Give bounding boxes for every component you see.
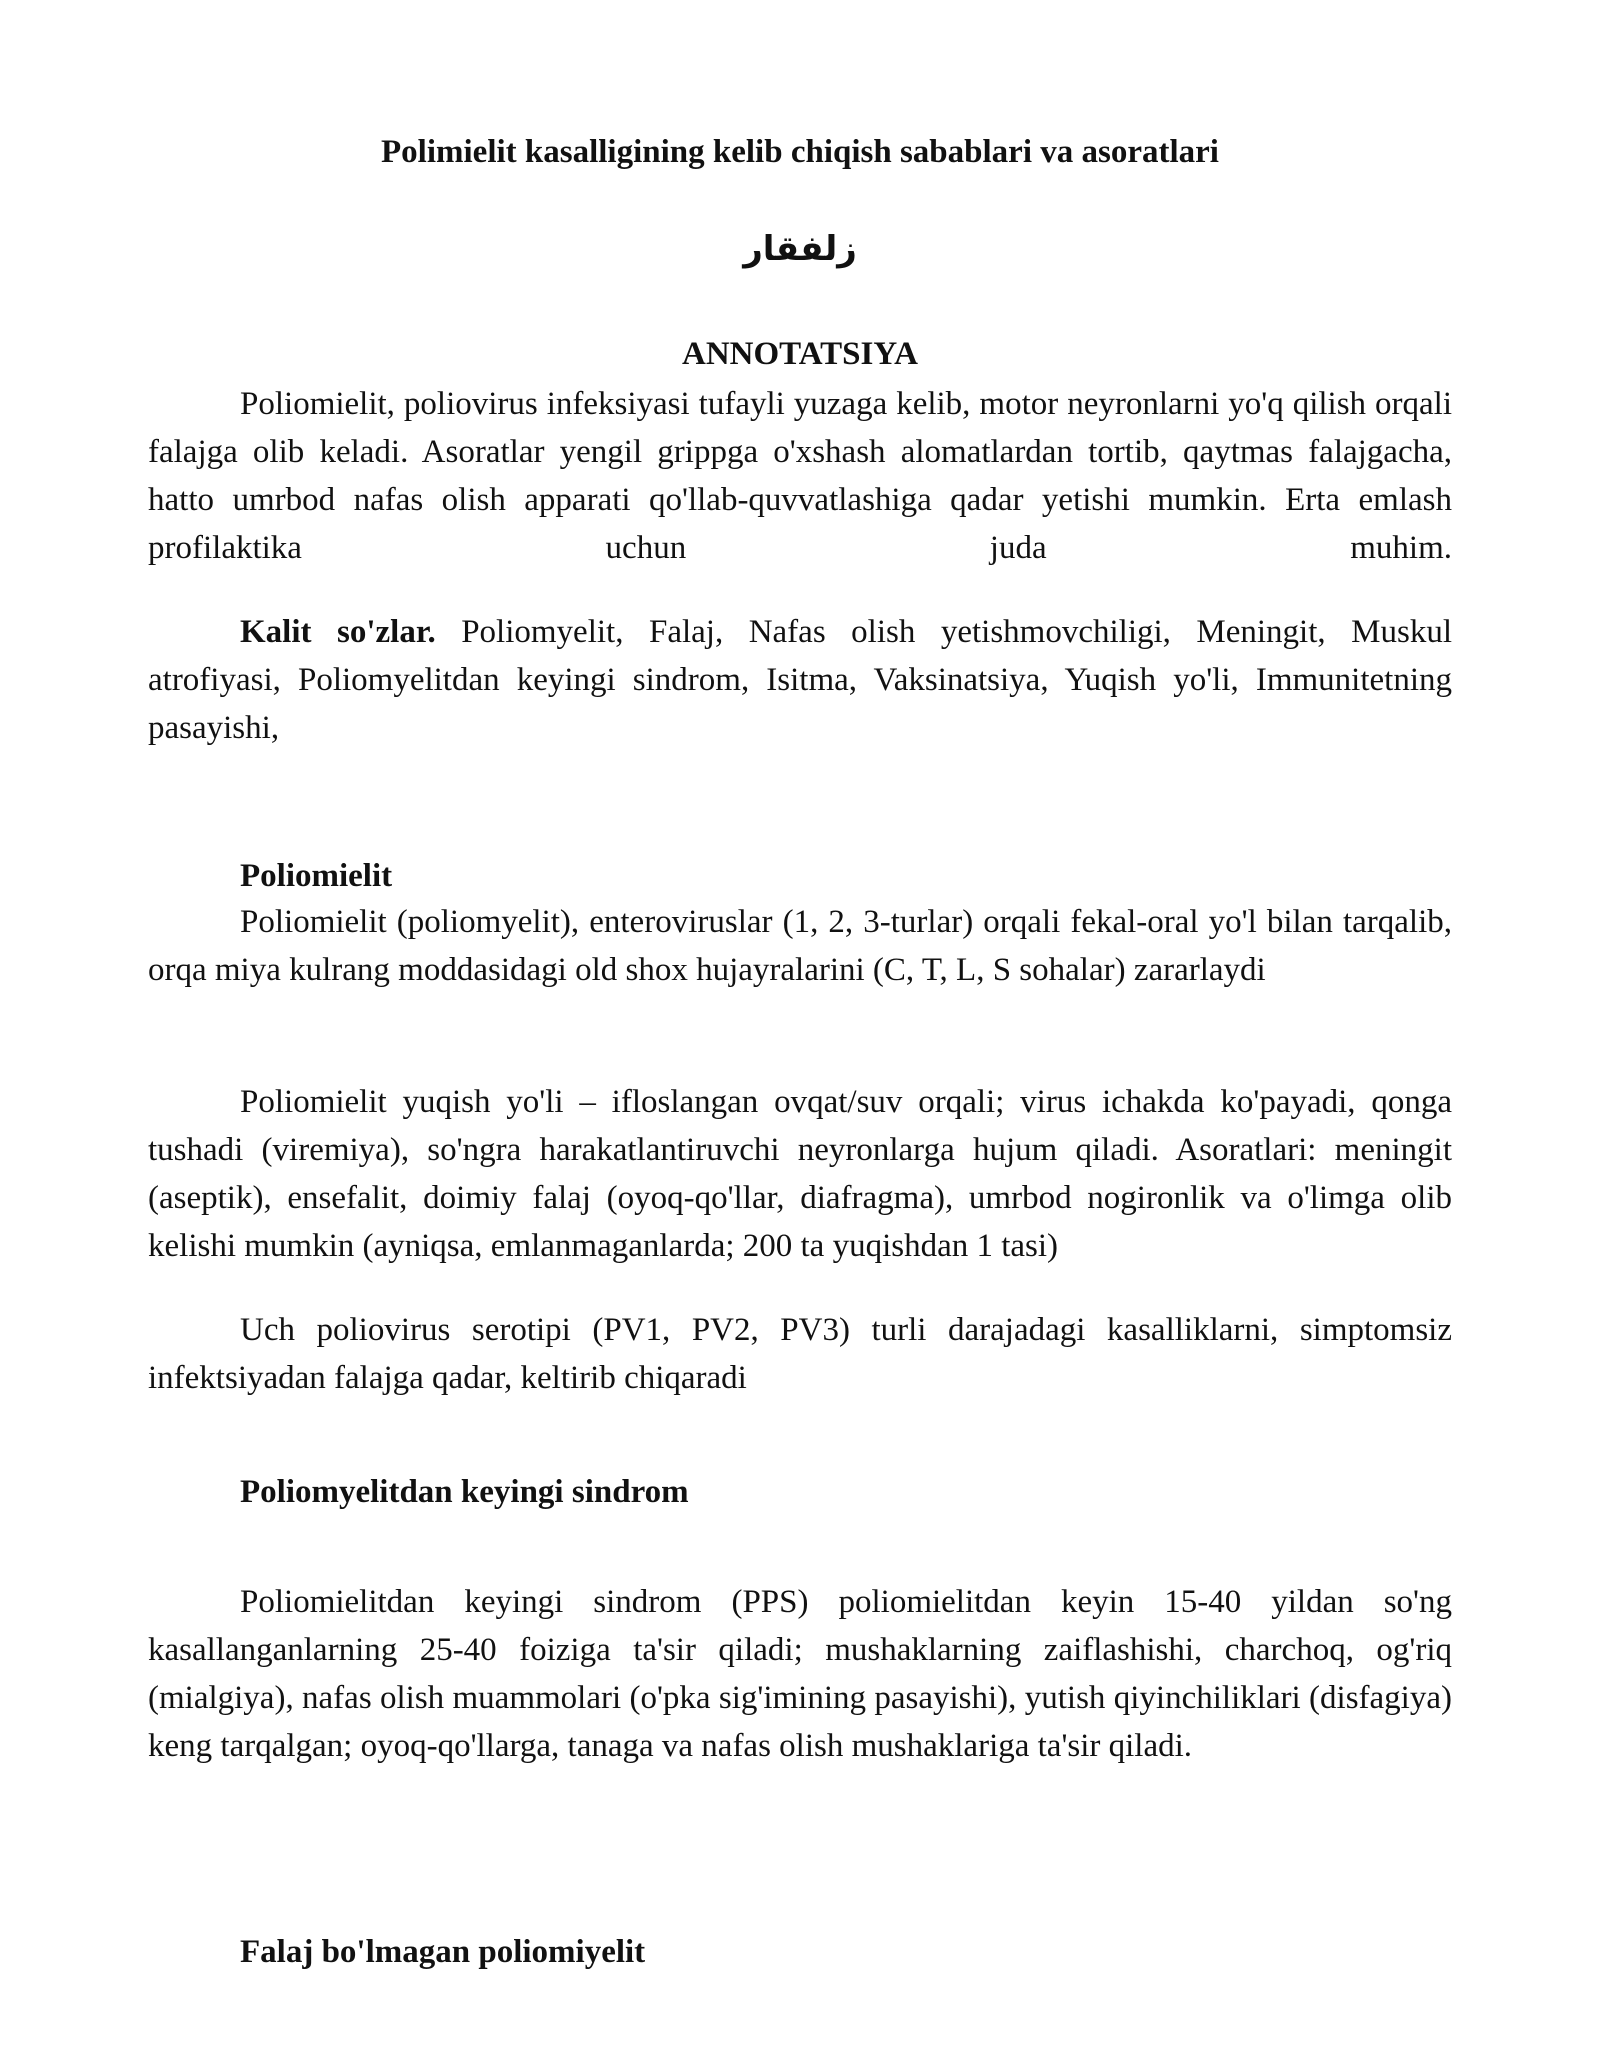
- section-paragraph: Poliomielit (poliomyelit), enteroviruslar (1, 2, 3-turlar) orqali fekal-oral yo'l bilan tarqalib, orqa miya kulrang moddasidagi old shox hujayralarini (C, T, L, S sohalar) zararlaydi: [148, 904, 1452, 988]
- section-paragraph: Poliomielitdan keyingi sindrom (PPS) poliomielitdan keyin 15-40 yildan so'ng kasallanganlarning 25-40 foiziga ta'sir qiladi; mushaklarning zaiflashishi, charchoq, og'riq (mialgiya), nafas olish muammolari (o'pka sig'imining pasayishi), yutish qiyinchiliklari (disfagiya) keng tarqalgan; oyoq-qo'llarga, tanaga va nafas olish mushaklariga ta'sir qiladi.: [148, 1584, 1452, 1764]
- keywords-label: Kalit so'zlar.: [240, 614, 436, 650]
- annotation-heading: ANNOTATSIYA: [682, 336, 918, 372]
- author-name: زلفقار: [743, 229, 857, 269]
- section-heading-non-paralytic: Falaj bo'lmagan poliomiyelit: [240, 1934, 646, 1970]
- section-paragraph: Uch poliovirus serotipi (PV1, PV2, PV3) turli darajadagi kasalliklarni, simptomsiz infektsiyadan falajga qadar, keltirib chiqaradi: [148, 1312, 1452, 1396]
- document-title: Polimielit kasalligining kelib chiqish sabablari va asoratlari: [381, 134, 1219, 170]
- section-heading-pps: Poliomyelitdan keyingi sindrom: [240, 1474, 689, 1510]
- annotation-text: Poliomielit, poliovirus infeksiyasi tufayli yuzaga kelib, motor neyronlarni yo'q qilish orqali falajga olib keladi. Asoratlar yengil grippga o'xshash alomatlardan tortib, qaytmas falajgacha, hatto umrbod nafas olish apparati qo'llab-quvvatlashiga qadar yetishi mumkin. Erta emlash profilaktika uchun juda muhim.: [148, 386, 1452, 566]
- section-paragraph: Poliomielit yuqish yo'li – ifloslangan ovqat/suv orqali; virus ichakda ko'payadi, qonga tushadi (viremiya), so'ngra harakatlantiruvchi neyronlarga hujum qiladi. Asoratlari: meningit (aseptik), ensefalit, doimiy falaj (oyoq-qo'llar, diafragma), umrbod nogironlik va o'limga olib kelishi mumkin (ayniqsa, emlanmaganlarda; 200 ta yuqishdan 1 tasi): [148, 1084, 1452, 1264]
- section-heading-poliomielit: Poliomielit: [240, 858, 393, 894]
- keywords-text: Poliomyelit, Falaj, Nafas olish yetishmovchiligi, Meningit, Muskul atrofiyasi, Poliomyelitdan keyingi sindrom, Isitma, Vaksinatsiya, Yuqish yo'li, Immunitetning pasayishi,: [148, 614, 1452, 746]
- keywords-paragraph: [148, 608, 1452, 752]
